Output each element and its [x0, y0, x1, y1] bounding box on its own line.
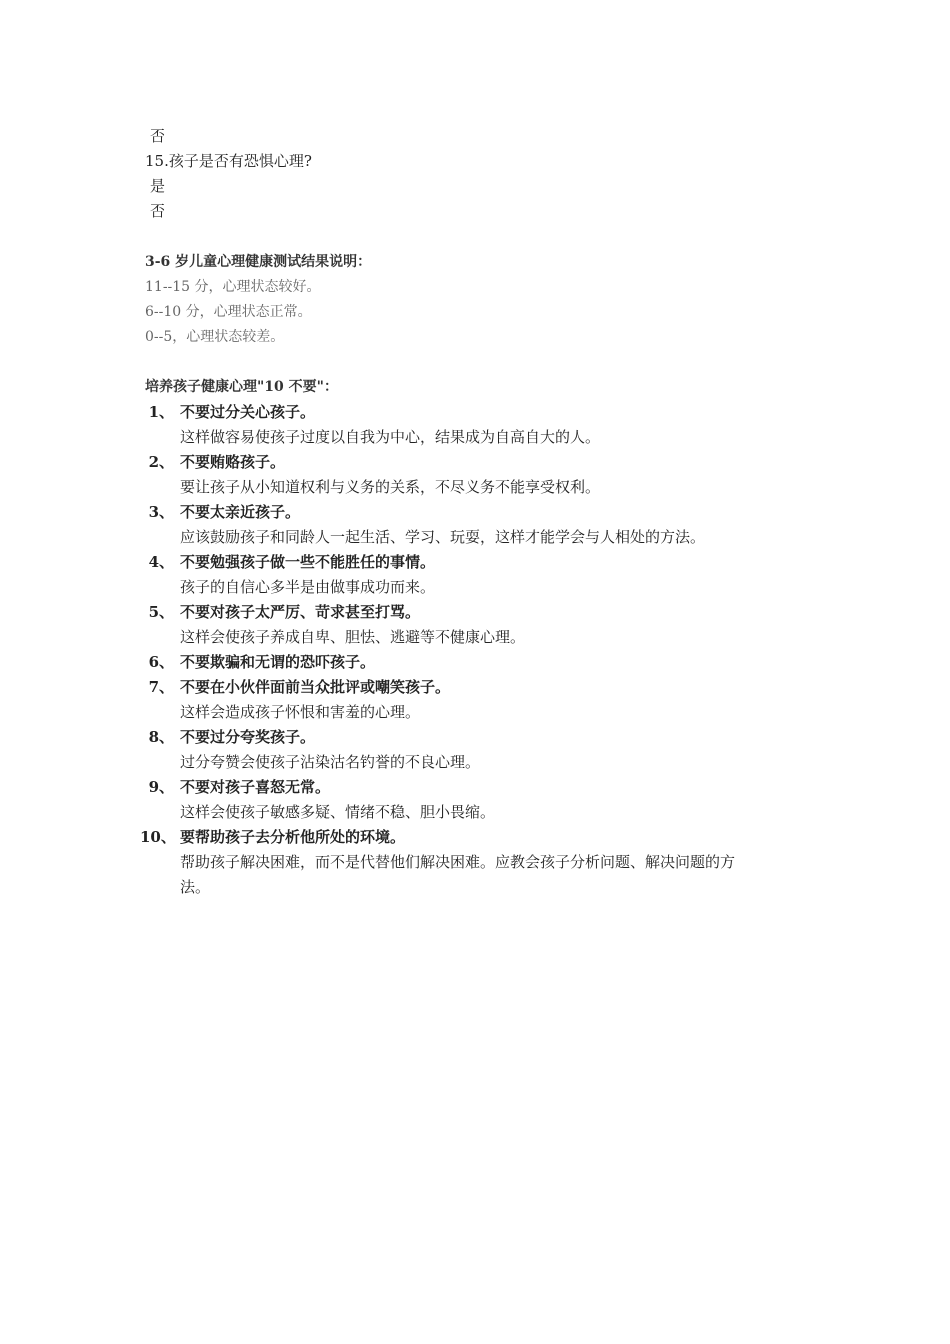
- rule-desc-8: 过分夸赞会使孩子沾染沽名钓誉的不良心理。: [180, 753, 481, 771]
- rule-heading-5: 不要对孩子太严厉、苛求甚至打骂。: [180, 603, 421, 621]
- rule-desc-3: 应该鼓励孩子和同龄人一起生活、学习、玩耍，这样才能学会与人相处的方法。: [180, 528, 706, 546]
- rule-heading-10: 要帮助孩子去分析他所处的环境。: [180, 828, 406, 846]
- result-line-2: 6--10 分，心理状态正常。: [145, 304, 312, 320]
- rule-number-10: 10、: [140, 828, 176, 846]
- results-title: 3-6 岁儿童心理健康测试结果说明：: [145, 254, 372, 270]
- rule-number-1: 1、: [148, 403, 174, 421]
- rule-number-6: 6、: [148, 653, 174, 671]
- rule-number-9: 9、: [148, 778, 174, 796]
- rule-heading-4: 不要勉强孩子做一些不能胜任的事情。: [180, 553, 436, 571]
- option-yes: 是: [150, 177, 166, 195]
- rule-number-7: 7、: [148, 678, 174, 696]
- rule-number-2: 2、: [148, 453, 174, 471]
- rule-number-8: 8、: [148, 728, 174, 746]
- rule-number-4: 4、: [148, 553, 174, 571]
- rule-heading-9: 不要对孩子喜怒无常。: [180, 778, 331, 796]
- rule-number-5: 5、: [148, 603, 174, 621]
- question-15: 15.孩子是否有恐惧心理?: [145, 152, 312, 170]
- rule-desc-1: 这样做容易使孩子过度以自我为中心，结果成为自高自大的人。: [180, 428, 601, 446]
- rule-heading-3: 不要太亲近孩子。: [180, 503, 301, 521]
- result-line-1: 11--15 分，心理状态较好。: [145, 279, 321, 295]
- rule-desc-4: 孩子的自信心多半是由做事成功而来。: [180, 578, 436, 596]
- rule-desc-10-line-1: 帮助孩子解决困难，而不是代替他们解决困难。应教会孩子分析问题、解决问题的方: [180, 853, 736, 871]
- rule-desc-9: 这样会使孩子敏感多疑、情绪不稳、胆小畏缩。: [180, 803, 496, 821]
- option-no: 否: [150, 202, 166, 220]
- rule-heading-6: 不要欺骗和无谓的恐吓孩子。: [180, 653, 376, 671]
- rule-heading-1: 不要过分关心孩子。: [180, 403, 316, 421]
- rule-heading-2: 不要贿赂孩子。: [180, 453, 286, 471]
- rule-number-3: 3、: [148, 503, 174, 521]
- rules-title: 培养孩子健康心理"10 不要"：: [145, 379, 338, 395]
- rule-desc-5: 这样会使孩子养成自卑、胆怯、逃避等不健康心理。: [180, 628, 526, 646]
- result-line-3: 0--5，心理状态较差。: [145, 329, 285, 345]
- rule-desc-7: 这样会造成孩子怀恨和害羞的心理。: [180, 703, 421, 721]
- rule-heading-8: 不要过分夸奖孩子。: [180, 728, 316, 746]
- rule-desc-2: 要让孩子从小知道权利与义务的关系，不尽义务不能享受权利。: [180, 478, 601, 496]
- rule-desc-10-line-2: 法。: [180, 878, 211, 896]
- option-no-prev: 否: [150, 127, 166, 145]
- rule-heading-7: 不要在小伙伴面前当众批评或嘲笑孩子。: [180, 678, 451, 696]
